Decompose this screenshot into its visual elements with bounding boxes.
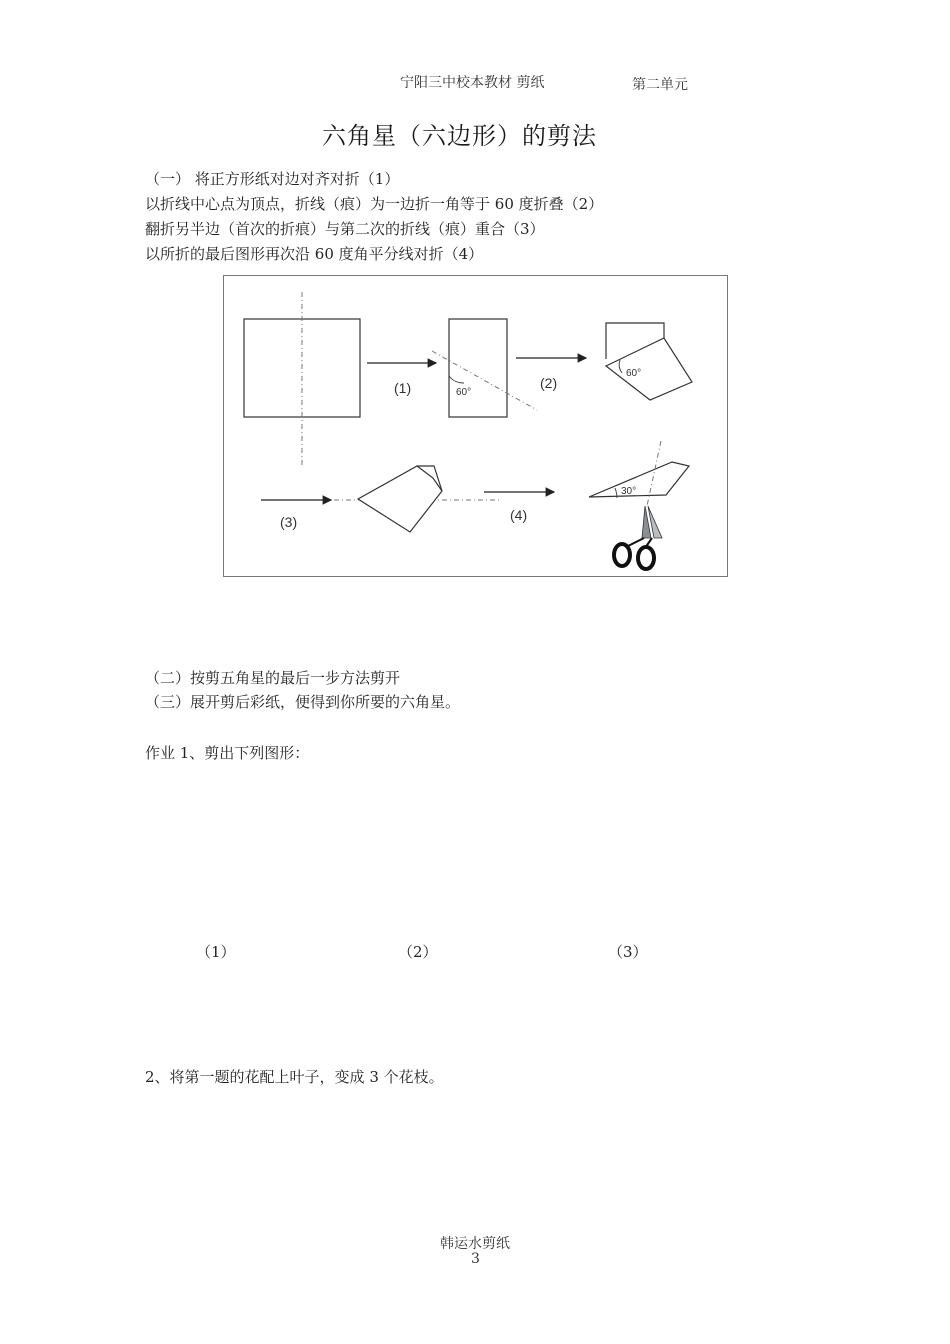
label-step-4: (4) xyxy=(510,507,528,523)
folded-kite-shape xyxy=(334,466,499,532)
label-step-3: (3) xyxy=(280,514,298,530)
half-paper xyxy=(432,319,537,417)
page-title: 六角星（六边形）的剪法 xyxy=(322,122,597,150)
folded-60-shape xyxy=(606,323,692,400)
angle-label-60b: 60° xyxy=(626,368,642,379)
step-line-6: （三）展开剪后彩纸，便得到你所要的六角星。 xyxy=(145,693,461,711)
angle-label-30: 30° xyxy=(621,486,637,497)
step-line-5: （二）按剪五角星的最后一步方法剪开 xyxy=(145,669,401,687)
folded-wedge-shape xyxy=(589,441,689,506)
angle-label-60a: 60° xyxy=(456,387,472,398)
step-line-4: 以所折的最后图形再次沿 60 度角平分线对折（4） xyxy=(145,245,484,263)
step-line-3: 翻折另半边（首次的折痕）与第二次的折线（痕）重合（3） xyxy=(145,220,545,238)
header-book-title: 宁阳三中校本教材 剪纸 xyxy=(400,75,545,91)
page-number: 3 xyxy=(471,1251,480,1267)
homework-title: 作业 1、剪出下列图形： xyxy=(145,744,310,762)
footer-author: 韩运水剪纸 xyxy=(440,1236,510,1252)
label-step-1: (1) xyxy=(394,380,412,396)
folding-diagram xyxy=(223,275,728,577)
homework-item-1: （1） xyxy=(196,943,236,961)
label-step-2: (2) xyxy=(540,375,558,391)
step-line-2: 以折线中心点为顶点，折线（痕）为一边折一角等于 60 度折叠（2） xyxy=(145,195,604,213)
scissors-icon xyxy=(614,506,662,569)
square-paper xyxy=(244,292,360,466)
homework-task-2: 2、将第一题的花配上叶子，变成 3 个花枝。 xyxy=(145,1068,444,1086)
homework-item-2: （2） xyxy=(398,943,438,961)
step-line-1: （一） 将正方形纸对边对齐对折（1） xyxy=(145,170,400,188)
homework-item-3: （3） xyxy=(608,943,648,961)
header-unit: 第二单元 xyxy=(632,77,688,93)
